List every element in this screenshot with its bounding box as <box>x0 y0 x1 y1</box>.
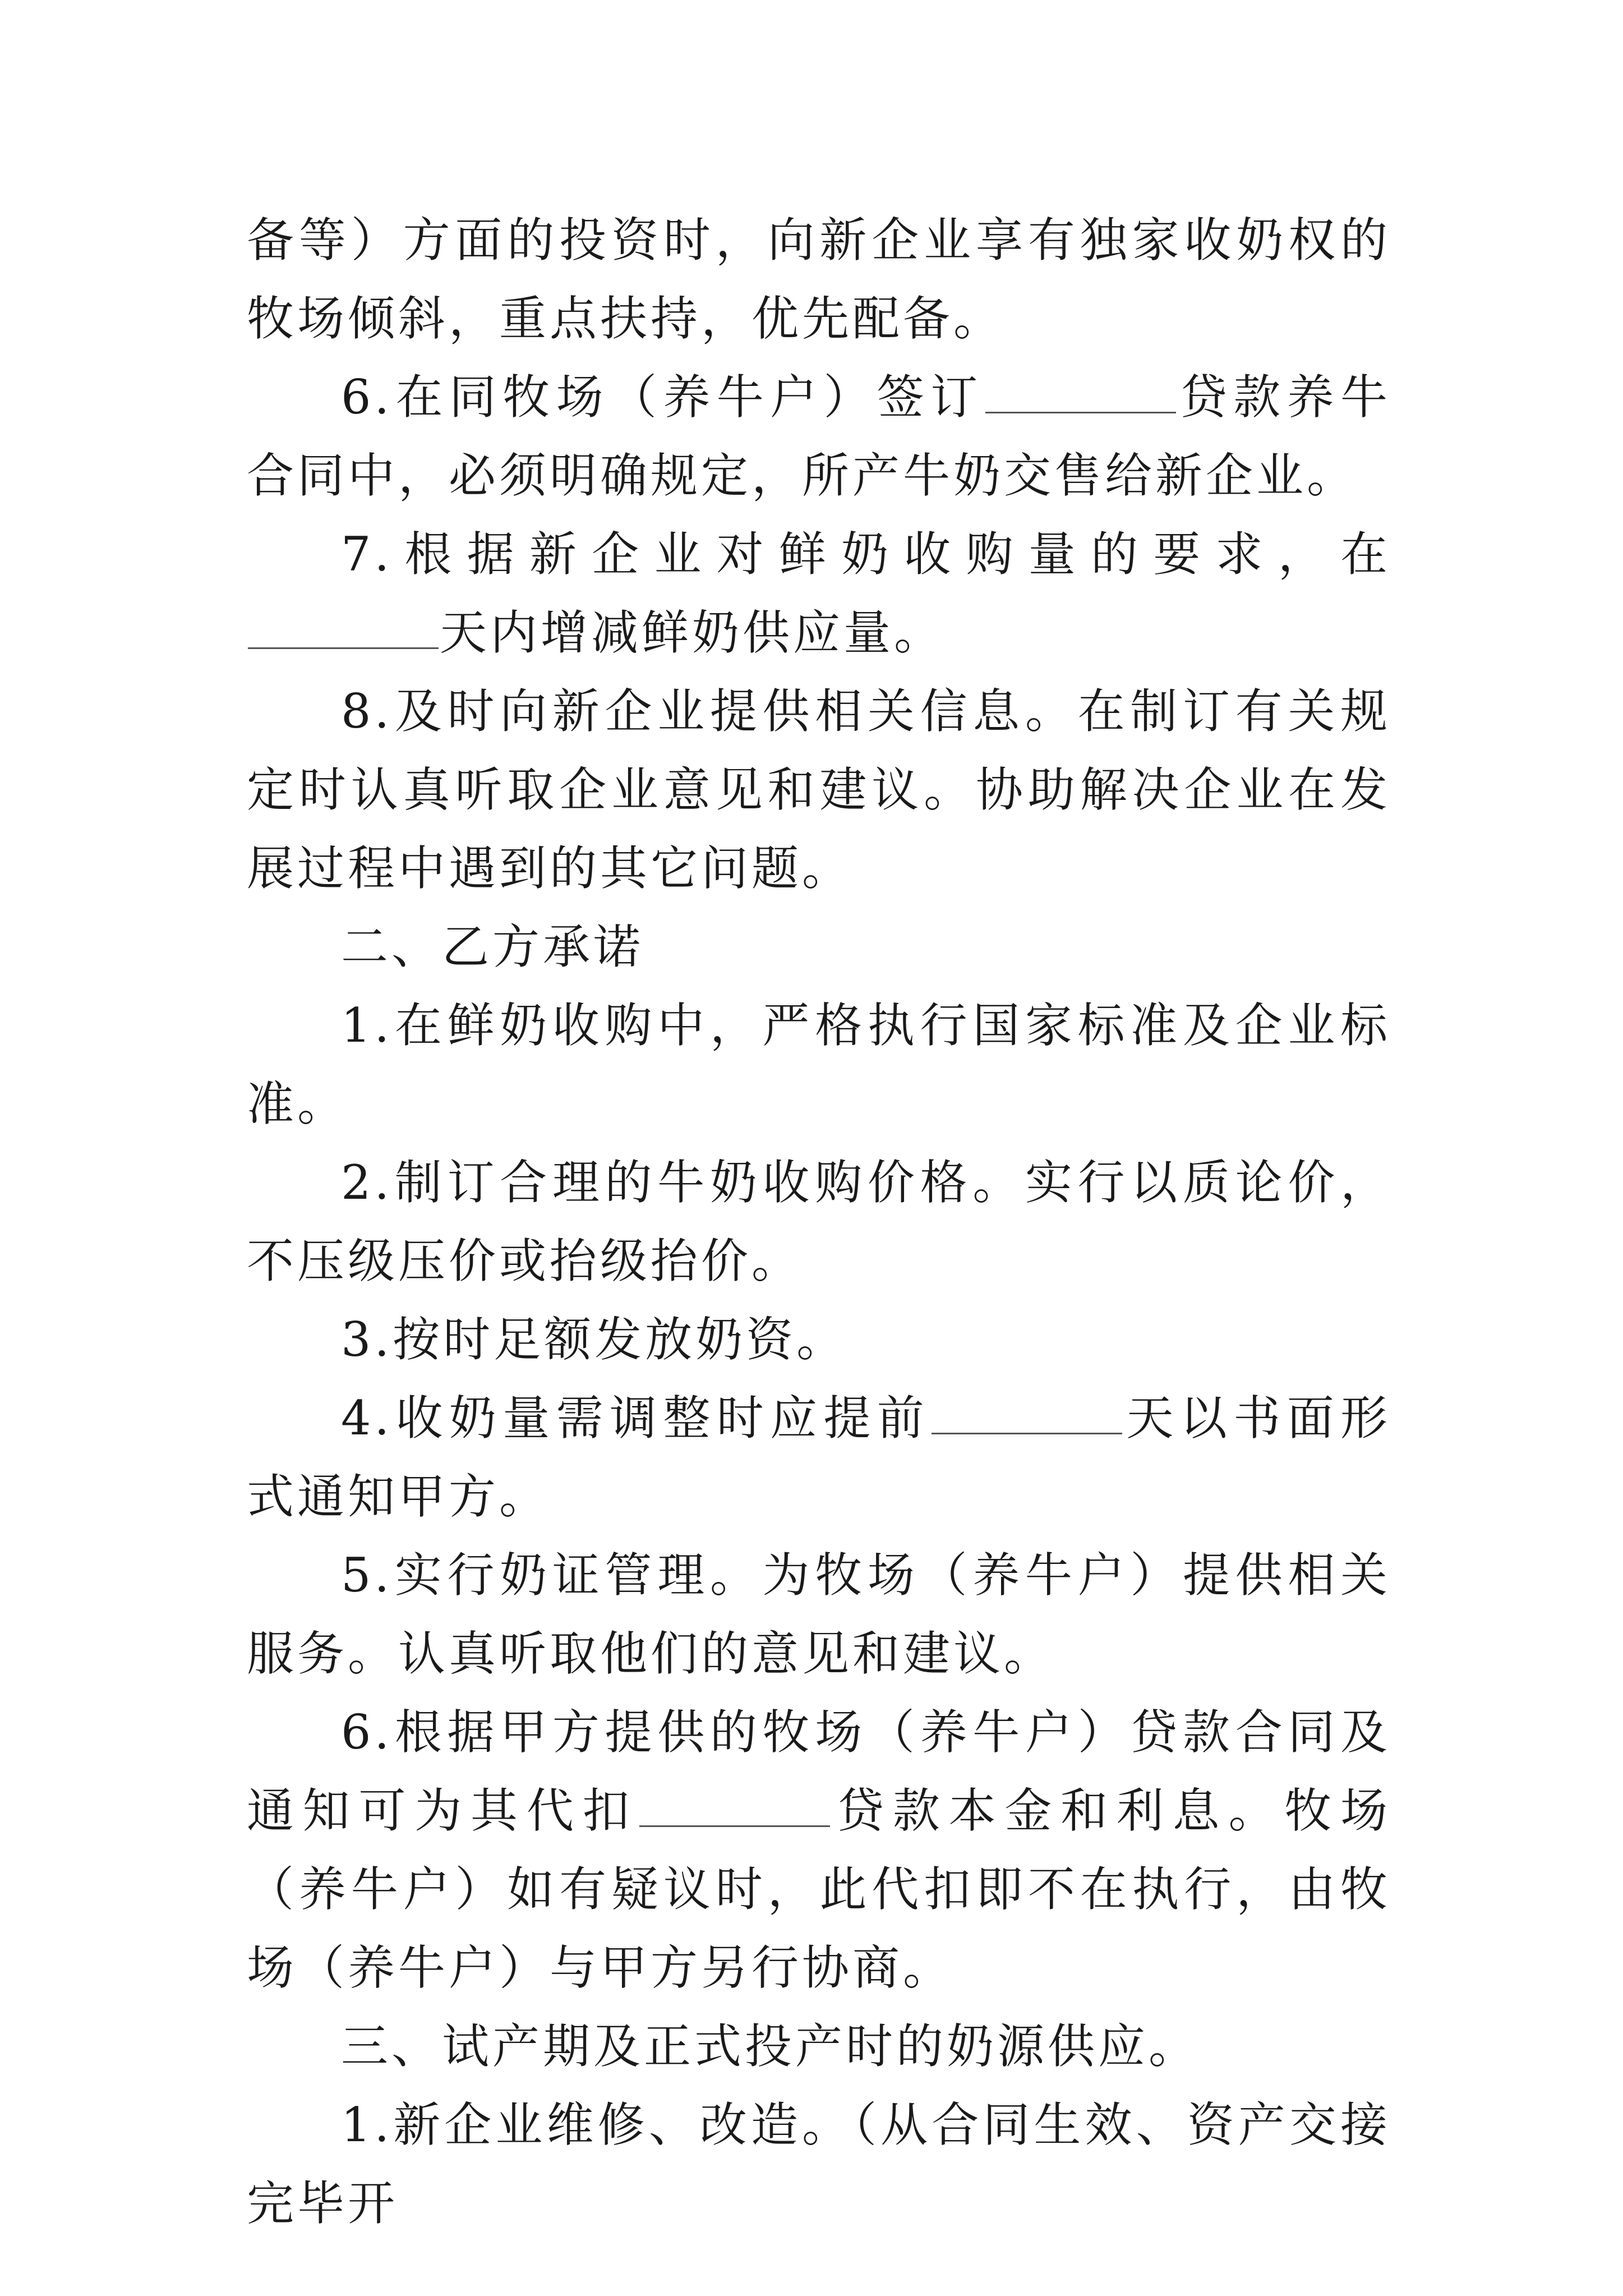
paragraph-text: 7.根据新企业对鲜奶收购量的要求，在 <box>341 527 1391 582</box>
fill-in-blank[interactable] <box>932 1386 1122 1434</box>
paragraph-text: 1.在鲜奶收购中，严格执行国家标准及企业标准。 <box>247 998 1391 1131</box>
section-heading <box>247 2007 1391 2086</box>
paragraph-clause-7 <box>247 515 1391 672</box>
paragraph-clause-6b <box>247 1693 1391 2007</box>
paragraph-text: 6.在同牧场（养牛户）签订 <box>341 370 984 425</box>
paragraph-clause-3 <box>247 1300 1391 1379</box>
paragraph-text: 备等）方面的投资时，向新企业享有独家收奶权的牧场倾斜，重点扶持，优先配备。 <box>247 213 1391 346</box>
paragraph-text: 3.按时足额发放奶资。 <box>341 1312 847 1367</box>
paragraph-text: 贷款养牛合同中，必须明确规定，所产牛奶交售给新企业。 <box>247 370 1391 503</box>
fill-in-blank[interactable] <box>639 1778 830 1827</box>
paragraph-text: 2.制订合理的牛奶收购价格。实行以质论价，不压级压价或抬级抬价。 <box>247 1155 1391 1289</box>
paragraph-text: 贷款本金和利息。牧场（养牛户）如有疑议时，此代扣即不在执行，由牧场（养牛户）与甲方另行协商。 <box>247 1783 1391 1995</box>
paragraph-clause-8 <box>247 672 1391 908</box>
fill-in-blank[interactable] <box>248 600 439 649</box>
section-heading-text: 三、试产期及正式投产时的奶源供应。 <box>341 2019 1200 2074</box>
section-heading <box>247 908 1391 986</box>
paragraph <box>247 201 1391 358</box>
paragraph-clause-1 <box>247 986 1391 1143</box>
paragraph-clause-1b <box>247 2086 1391 2243</box>
paragraph-text: 1.新企业维修、改造。（从合同生效、资产交接完毕开 <box>247 2097 1391 2231</box>
paragraph-text: 6.根据甲方提供的牧场（养牛户）贷款合同及通知可为其代扣 <box>247 1705 1391 1838</box>
paragraph-clause-6 <box>247 358 1391 515</box>
paragraph-clause-2 <box>247 1143 1391 1300</box>
paragraph-text: 8.及时向新企业提供相关信息。在制订有关规定时认真听取企业意见和建议。协助解决企业在发展过程中遇到的其它问题。 <box>247 684 1391 896</box>
paragraph-clause-5 <box>247 1536 1391 1693</box>
section-heading-text: 二、乙方承诺 <box>341 919 644 974</box>
paragraph-text: 天以书面形式通知甲方。 <box>247 1391 1391 1524</box>
paragraph-clause-4 <box>247 1379 1391 1536</box>
paragraph-text: 4.收奶量需调整时应提前 <box>341 1391 931 1446</box>
paragraph-text: 天内增减鲜奶供应量。 <box>440 605 945 660</box>
fill-in-blank[interactable] <box>985 365 1176 413</box>
document-page <box>247 201 1391 2243</box>
paragraph-text: 5.实行奶证管理。为牧场（养牛户）提供相关服务。认真听取他们的意见和建议。 <box>247 1548 1391 1681</box>
